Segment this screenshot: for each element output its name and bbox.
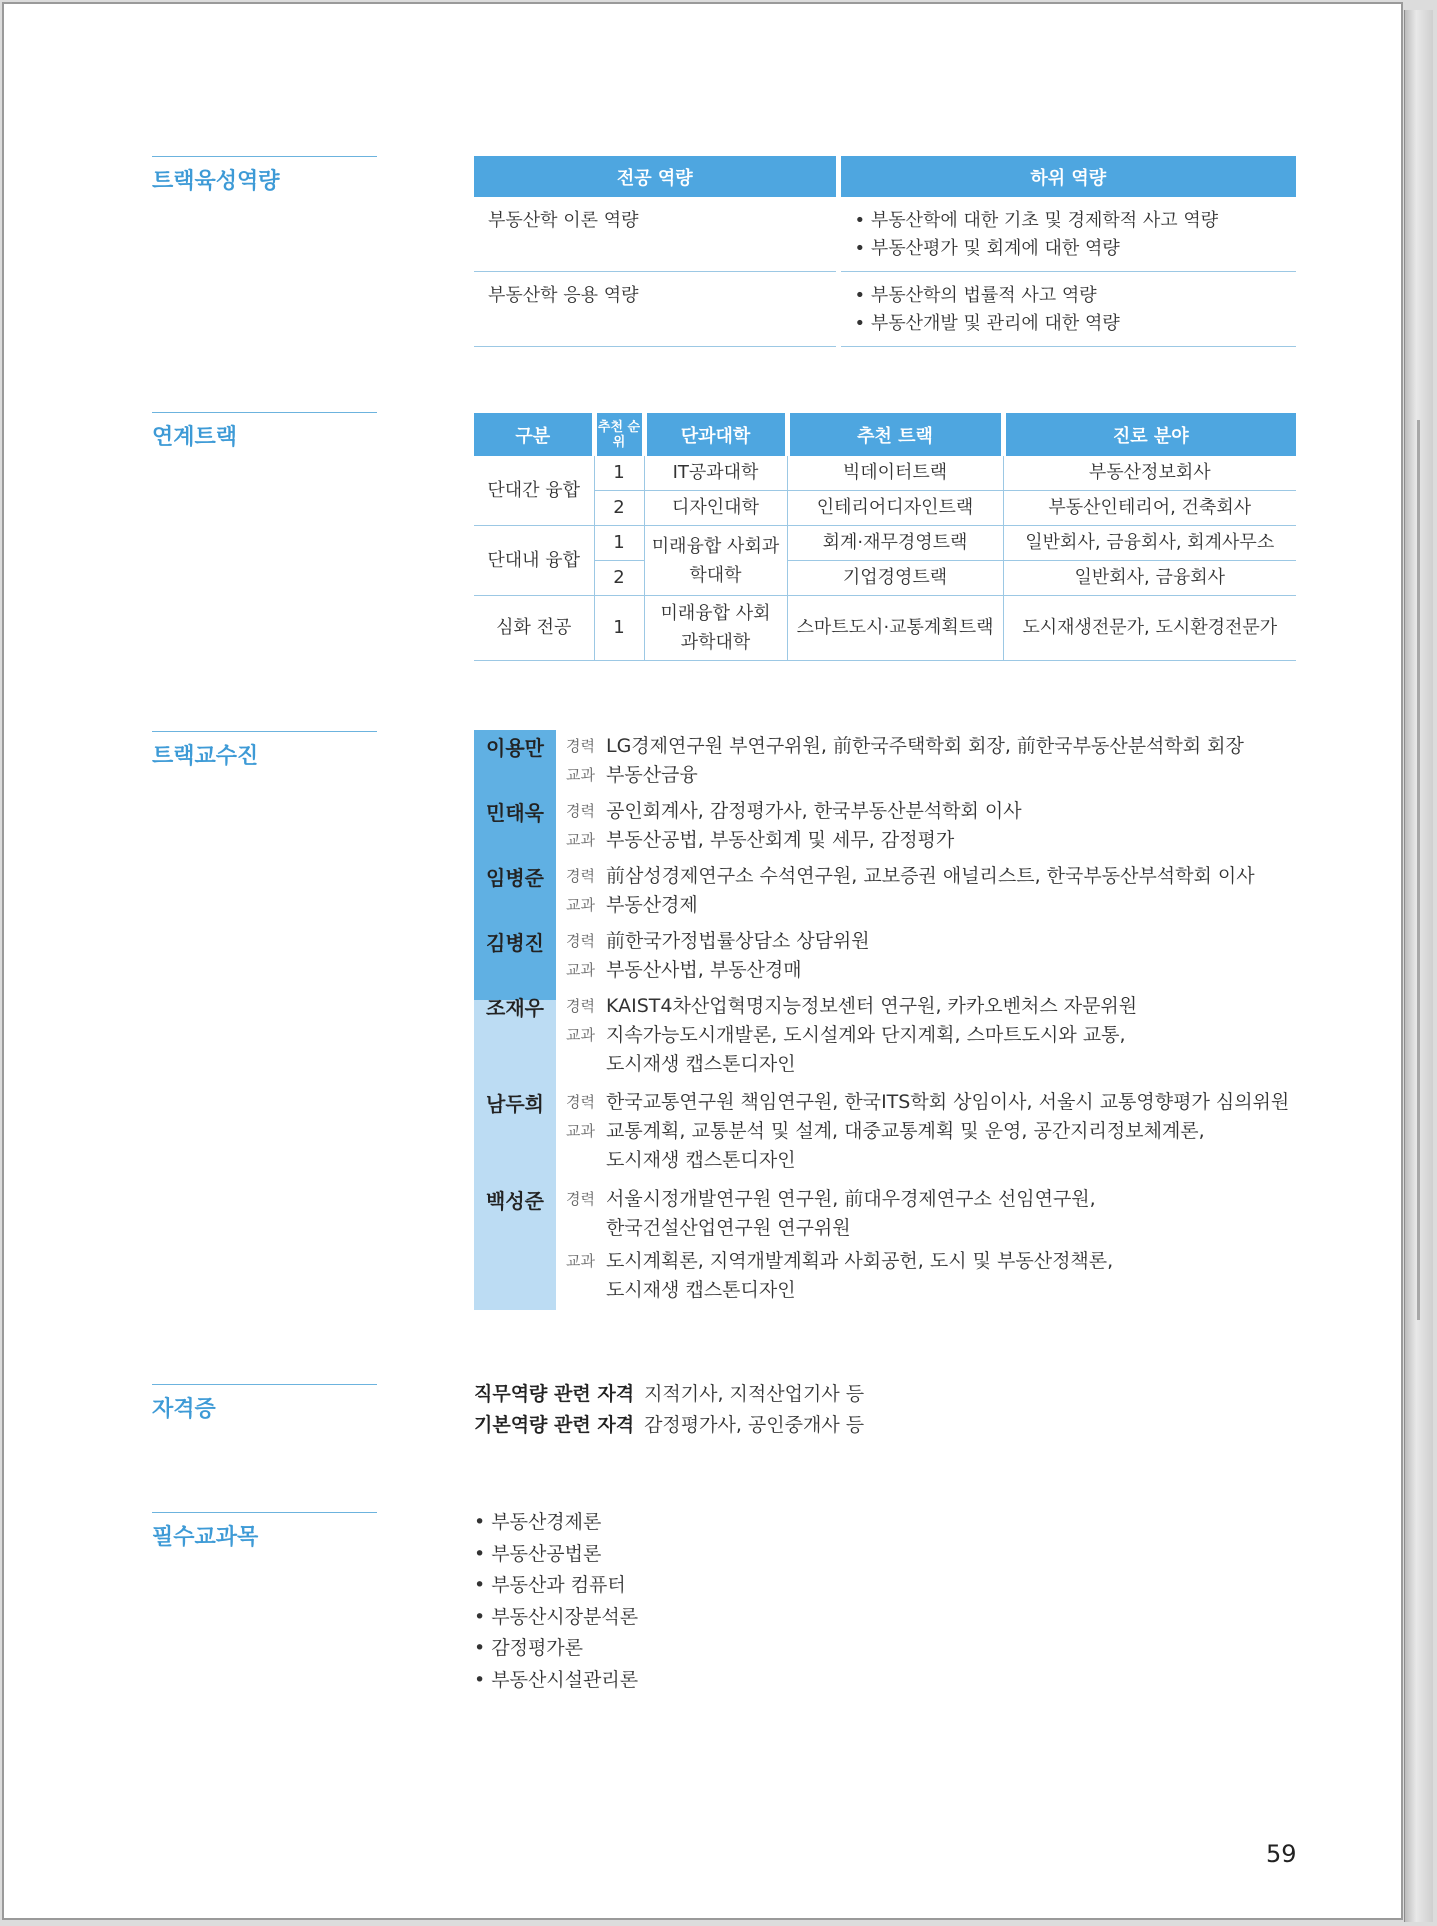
certificate-value: 감정평가사, 공인중개사 등 [644,1414,865,1436]
list-item: • 부동산경제론 [474,1507,638,1539]
course-tag: 교과 [566,766,595,784]
page-number: 59 [1266,1840,1297,1868]
career-tag: 경력 [566,997,595,1015]
career-tag: 경력 [566,932,595,950]
certificate-list [474,1379,864,1441]
course-text: 지속가능도시개발론, 도시설계와 단지계획, 스마트도시와 교통, [606,1024,1126,1046]
competency-table [474,156,1296,347]
college-cell: IT공과대학 [644,456,787,491]
career-tag: 경력 [566,737,595,755]
faculty-member [474,862,1304,920]
list-item: • 부동산시장분석론 [474,1602,638,1634]
professor-name: 이용만 [486,736,544,760]
course-text: 도시재생 캡스톤디자인 [606,1053,796,1075]
column-header: 하위 역량 [838,156,1296,197]
course-tag: 교과 [566,1252,595,1270]
column-header: 진로 분야 [1003,413,1296,456]
certificate-label: 기본역량 관련 자격 [474,1414,635,1436]
list-item: • 부동산학에 대한 기초 및 경제학적 사고 역량 [855,207,1283,235]
course-text: 부동산공법, 부동산회계 및 세무, 감정평가 [606,829,955,851]
professor-name: 민태욱 [486,801,544,825]
career-tag: 경력 [566,867,595,885]
course-tag: 교과 [566,1026,595,1044]
faculty-member [474,992,1304,1079]
track-cell: 기업경영트랙 [787,561,1003,596]
course-tag: 교과 [566,896,595,914]
faculty-member [474,1088,1304,1175]
group-type: 심화 전공 [474,596,594,661]
career-text: LG경제연구원 부연구위원, 前한국주택학회 회장, 前한국부동산분석학회 회장 [606,735,1244,757]
career-tag: 경력 [566,802,595,820]
career-cell: 일반회사, 금융회사 [1003,561,1296,596]
list-item: • 부동산개발 및 관리에 대한 역량 [855,310,1283,338]
professor-name: 조재우 [486,996,544,1020]
course-text: 도시재생 캡스톤디자인 [606,1149,796,1171]
career-text: 서울시정개발연구원 연구원, 前대우경제연구소 선임연구원, [606,1188,1096,1210]
sub-competency-cell [838,197,1296,272]
section-label-required: 필수교과목 [152,1512,377,1553]
career-tag: 경력 [566,1190,595,1208]
list-item: • 부동산평가 및 회계에 대한 역량 [855,235,1283,263]
list-item: • 부동산학의 법률적 사고 역량 [855,282,1283,310]
table-row [474,561,1296,596]
course-tag: 교과 [566,961,595,979]
document-page [2,2,1403,1920]
career-cell: 도시재생전문가, 도시환경전문가 [1003,596,1296,661]
career-text: 공인회계사, 감정평가사, 한국부동산분석학회 이사 [606,800,1022,822]
track-cell: 회계·재무경영트랙 [787,526,1003,561]
track-cell: 빅데이터트랙 [787,456,1003,491]
list-item: • 부동산시설관리론 [474,1665,638,1697]
table-header-row [474,156,1296,197]
course-text: 교통계획, 교통분석 및 설계, 대중교통계획 및 운영, 공간지리정보체계론, [606,1120,1205,1142]
section-label-competency: 트랙육성역량 [152,156,377,197]
career-text: KAIST4차산업혁명지능정보센터 연구원, 카카오벤처스 자문위원 [606,995,1138,1017]
group-type: 단대내 융합 [474,526,594,596]
rank-cell: 1 [594,596,644,661]
table-row [474,596,1296,661]
section-label-linked: 연계트랙 [152,412,377,453]
column-header: 전공 역량 [474,156,838,197]
column-header: 구분 [474,413,594,456]
linked-track-table [474,413,1296,661]
table-row [474,491,1296,526]
table-row [474,197,1296,272]
table-row [474,272,1296,347]
table-row [474,526,1296,561]
professor-name: 백성준 [486,1189,544,1213]
rank-cell: 2 [594,561,644,596]
career-cell: 부동산정보회사 [1003,456,1296,491]
required-course-list [474,1507,638,1696]
career-cell: 일반회사, 금융회사, 회계사무소 [1003,526,1296,561]
column-header: 추천 트랙 [787,413,1003,456]
list-item: • 감정평가론 [474,1633,638,1665]
track-cell: 인테리어디자인트랙 [787,491,1003,526]
course-tag: 교과 [566,831,595,849]
faculty-member [474,1185,1304,1305]
column-header: 단과대학 [644,413,787,456]
list-item: • 부동산공법론 [474,1539,638,1571]
certificate-label: 직무역량 관련 자격 [474,1383,635,1405]
career-text: 한국건설산업연구원 연구위원 [606,1217,851,1239]
sub-competency-cell [838,272,1296,347]
course-tag: 교과 [566,1122,595,1140]
professor-name: 김병진 [486,931,544,955]
column-header: 추천 순위 [594,413,644,456]
section-label-faculty: 트랙교수진 [152,731,377,772]
professor-name: 임병준 [486,866,544,890]
career-text: 한국교통연구원 책임연구원, 한국ITS학회 상임이사, 서울시 교통영향평가 심의위원 [606,1091,1290,1113]
major-competency: 부동산학 응용 역량 [474,272,838,347]
certificate-item [474,1410,864,1441]
career-text: 前삼성경제연구소 수석연구원, 교보증권 애널리스트, 한국부동산부석학회 이사 [606,865,1255,887]
career-cell: 부동산인테리어, 건축회사 [1003,491,1296,526]
table-header-row [474,413,1296,456]
group-type: 단대간 융합 [474,456,594,526]
professor-name: 남두희 [486,1092,544,1116]
faculty-member [474,927,1304,985]
table-row [474,456,1296,491]
certificate-value: 지적기사, 지적산업기사 등 [644,1383,865,1405]
rank-cell: 1 [594,456,644,491]
rank-cell: 1 [594,526,644,561]
list-item: • 부동산과 컴퓨터 [474,1570,638,1602]
course-text: 도시재생 캡스톤디자인 [606,1279,796,1301]
rank-cell: 2 [594,491,644,526]
college-cell: 디자인대학 [644,491,787,526]
course-text: 부동산경제 [606,894,698,916]
course-text: 부동산사법, 부동산경매 [606,959,802,981]
career-text: 前한국가정법률상담소 상담위원 [606,930,870,952]
course-text: 도시계획론, 지역개발계획과 사회공헌, 도시 및 부동산정책론, [606,1250,1114,1272]
section-label-certificate: 자격증 [152,1384,377,1425]
course-text: 부동산금융 [606,764,698,786]
college-cell: 미래융합 사회과학대학 [644,596,787,661]
page-stack-edge [1404,10,1433,1922]
certificate-item [474,1379,864,1410]
major-competency: 부동산학 이론 역량 [474,197,838,272]
faculty-member [474,797,1304,855]
college-cell: 미래융합 사회과학대학 [644,526,787,596]
career-tag: 경력 [566,1093,595,1111]
track-cell: 스마트도시·교통계획트랙 [787,596,1003,661]
faculty-member [474,732,1304,790]
